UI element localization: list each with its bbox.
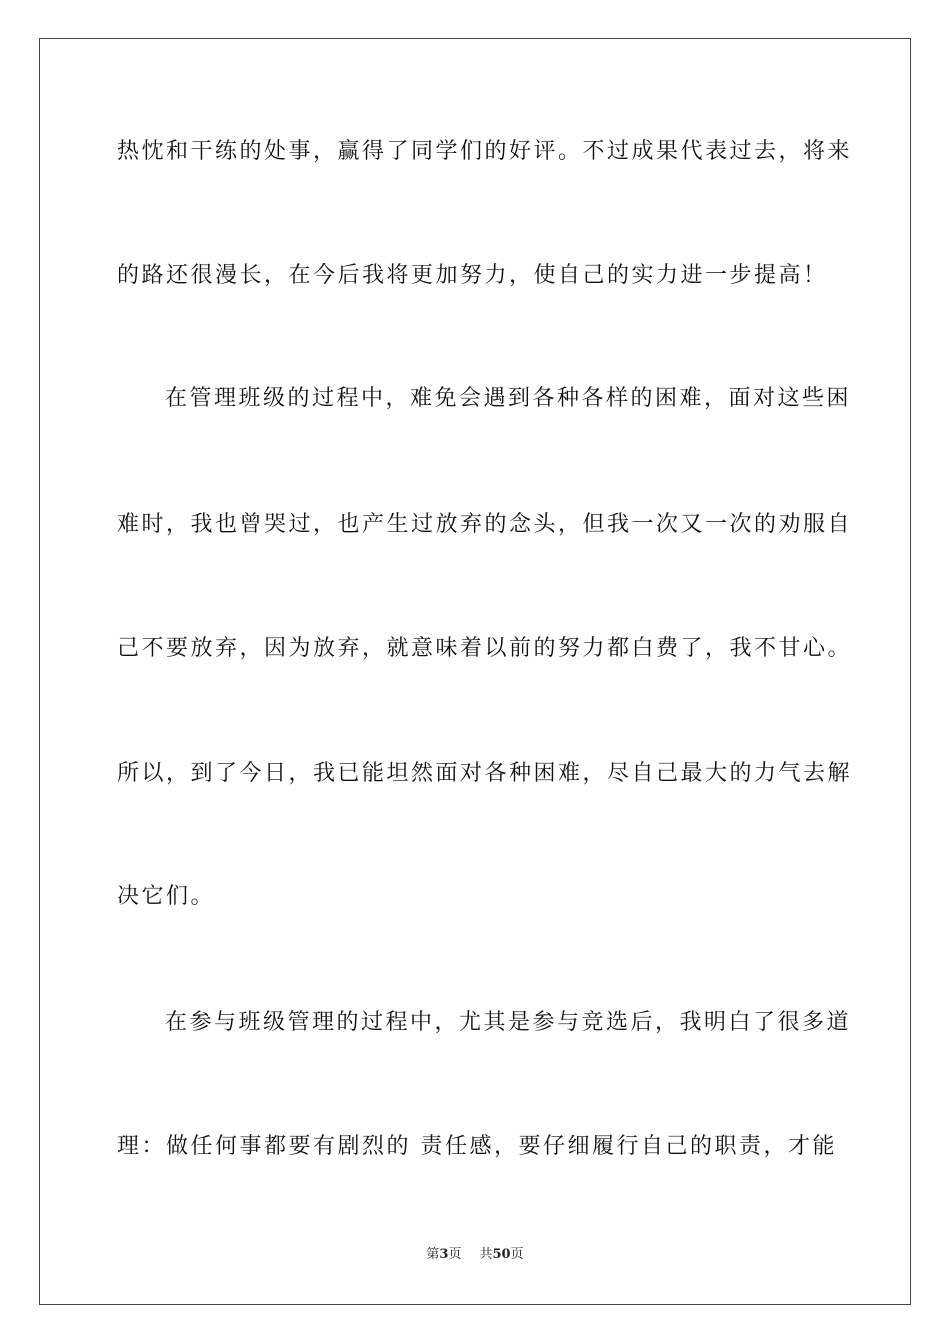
total-prefix: 共 [479,1247,493,1262]
total-pages: 50 [492,1247,511,1262]
text-line-4: 难时，我也曾哭过，也产生过放弃的念头，但我一次又一次的劝服自 [117,512,853,537]
page-border [39,38,911,1305]
paragraph-start-line-3: 在管理班级的过程中，难免会遇到各种各样的困难，面对这些困 [165,386,852,411]
text-line-7: 决它们。 [117,884,216,909]
page-suffix: 页 [448,1247,462,1262]
text-line-6: 所以，到了今日，我已能坦然面对各种困难，尽自己最大的力气去解 [117,761,853,786]
text-line-9: 理：做任何事都要有剧烈的 责任感，要仔细履行自己的职责，才能 [117,1134,837,1159]
text-line-5: 己不要放弃，因为放弃，就意味着以前的努力都白费了，我不甘心。 [117,636,853,661]
page-footer [0,1246,950,1264]
text-line-1: 热忱和干练的处事，赢得了同学们的好评。不过成果代表过去，将来 [117,139,853,164]
page-number: 3 [439,1247,449,1262]
page-prefix: 第 [426,1247,440,1262]
paragraph-start-line-8: 在参与班级管理的过程中，尤其是参与竞选后，我明白了很多道 [165,1010,852,1035]
text-line-2: 的路还很漫长，在今后我将更加努力，使自己的实力进一步提高！ [117,263,828,288]
total-suffix: 页 [510,1247,524,1262]
